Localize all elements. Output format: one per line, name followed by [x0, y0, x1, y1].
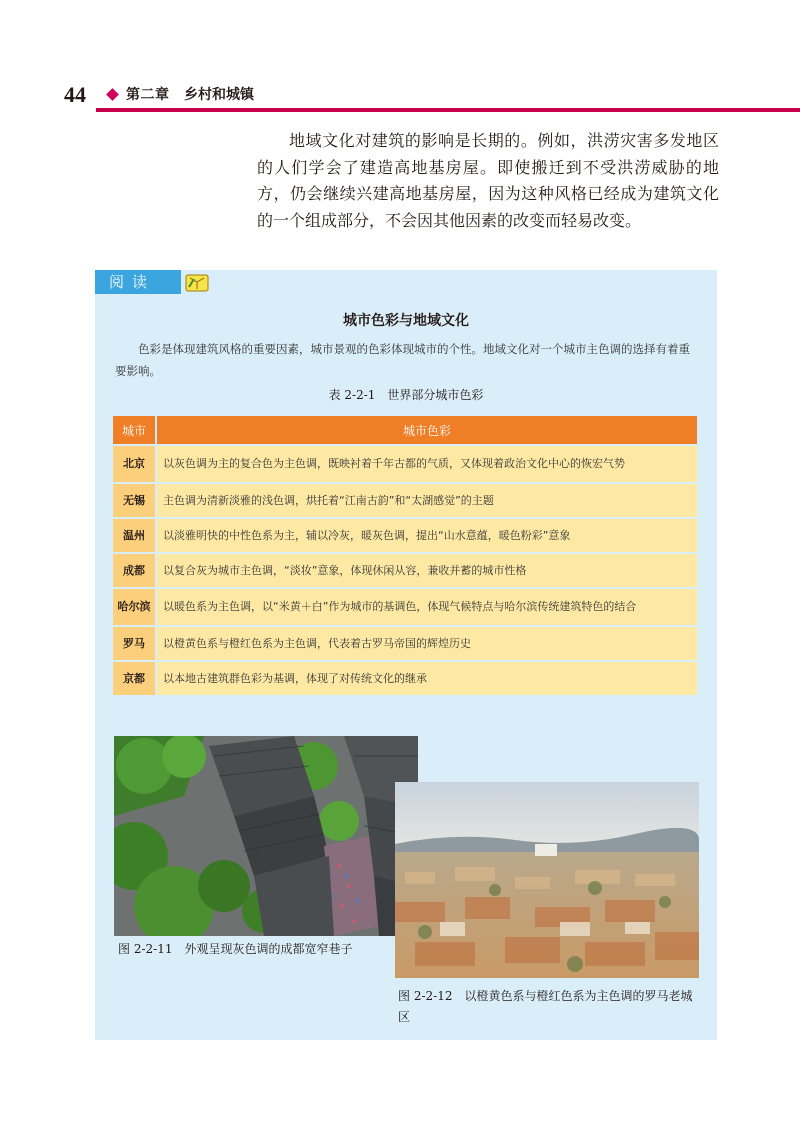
figure-caption-chengdu: 图 2-2-11 外观呈现灰色调的成都宽窄巷子: [118, 942, 353, 956]
table-row: [113, 519, 697, 552]
header-color: 城市色彩: [157, 416, 697, 444]
city-cell: 北京: [113, 446, 157, 482]
color-cell: 以复合灰为城市主色调，“淡妆”意象，体现休闲从容，兼收并蓄的城市性格: [157, 554, 697, 587]
city-cell: 温州: [113, 519, 157, 552]
table-row: [113, 627, 697, 660]
header-rule: [96, 108, 800, 112]
intro-paragraph: 地域文化对建筑的影响是长期的。例如，洪涝灾害多发地区的人们学会了建造高地基房屋。即使搬迁到不受洪涝威胁的地方，仍会继续兴建高地基房屋，因为这种风格已经成为建筑文化的一个组成部分，不会因其他因素的改变而轻易改变。: [257, 131, 719, 230]
chapter-title: 乡村和城镇: [184, 87, 254, 103]
table-header-row: [113, 416, 697, 444]
diamond-icon: [106, 88, 119, 101]
color-cell: 以暖色系为主色调，以“米黄＋白”作为城市的基调色，体现气候特点与哈尔滨传统建筑特色的结合: [157, 589, 697, 625]
city-cell: 哈尔滨: [113, 589, 157, 625]
city-cell: 无锡: [113, 484, 157, 517]
color-cell: 主色调为清新淡雅的浅色调，烘托着“江南古韵”和“太湖感觉”的主题: [157, 484, 697, 517]
figure-caption-rome: 图 2-2-12 以橙黄色系与橙红色系为主色调的罗马老城区: [398, 989, 693, 1024]
color-cell: 以淡雅明快的中性色系为主，辅以冷灰，暖灰色调，提出“山水意蕴，暖色粉彩”意象: [157, 519, 697, 552]
page-number: 44: [64, 82, 86, 107]
city-cell: 罗马: [113, 627, 157, 660]
book-icon: [185, 273, 209, 292]
reading-tag: 阅读: [95, 270, 181, 294]
color-cell: 以灰色调为主的复合色为主色调，既映衬着千年古都的气质，又体现着政治文化中心的恢宏气势: [157, 446, 697, 482]
city-cell: 成都: [113, 554, 157, 587]
table-row: [113, 554, 697, 587]
header-city: 城市: [113, 416, 157, 444]
city-color-table: [113, 414, 697, 697]
table-row: [113, 589, 697, 625]
table-row: [113, 446, 697, 482]
city-cell: 京都: [113, 662, 157, 695]
reading-title: 城市色彩与地域文化: [343, 313, 469, 329]
table-row: [113, 662, 697, 695]
photo-rome-old-town: [395, 782, 699, 978]
photo-chengdu-alley: [114, 736, 418, 936]
color-cell: 以橙黄色系与橙红色系为主色调，代表着古罗马帝国的辉煌历史: [157, 627, 697, 660]
table-row: [113, 484, 697, 517]
chapter-label: 第二章: [126, 87, 170, 103]
page-header: [0, 78, 800, 118]
table-caption: 表 2-2-1 世界部分城市色彩: [328, 388, 484, 402]
reading-intro: 色彩是体现建筑风格的重要因素，城市景观的色彩体现城市的个性。地域文化对一个城市主色调的选择有着重要影响。: [115, 342, 690, 378]
color-cell: 以本地古建筑群色彩为基调，体现了对传统文化的继承: [157, 662, 697, 695]
